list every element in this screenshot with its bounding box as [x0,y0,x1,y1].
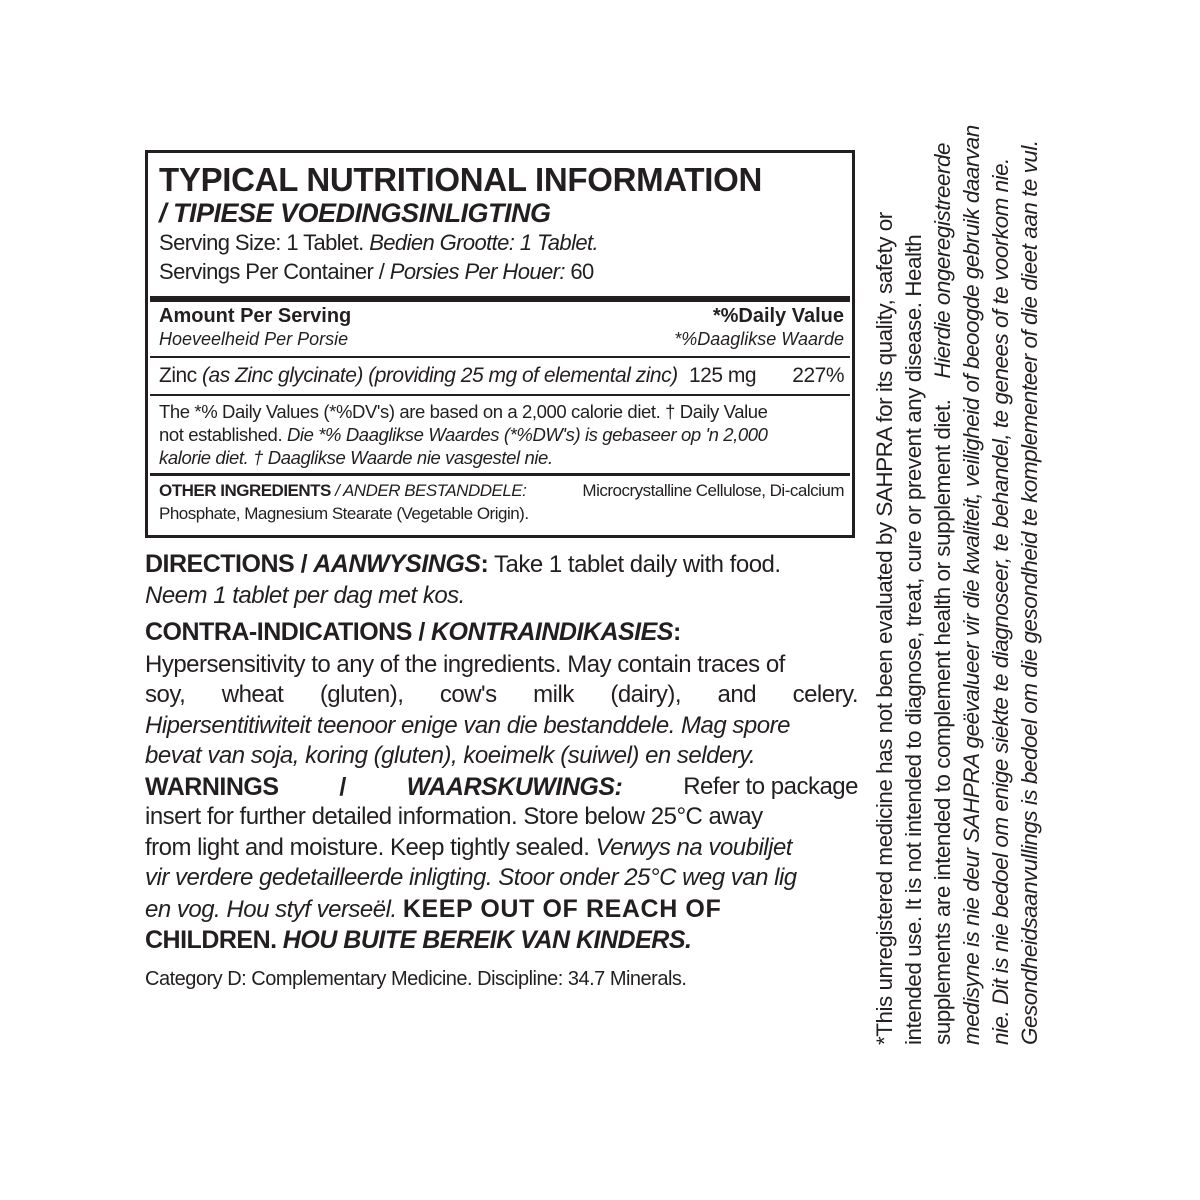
panel-subtitle: / TIPIESE VOEDINGSINLIGTING [159,198,551,228]
disclaimer-text [870,125,1044,1045]
warnings-text-af: Verwys na voubiljet [595,833,792,861]
disclaimer-line: intended use. It is not intended to diagnose, treat, cure or prevent any disease. Health [901,234,926,1045]
dv-note-line: The *% Daily Values (*%DV's) are based on a 2,000 calorie diet. † Daily Value [159,401,768,422]
keep-out-line [145,925,858,957]
keep-out-warning-af: HOU BUITE BEREIK VAN KINDERS. [282,926,692,954]
other-ingredients-list: Microcrystalline Cellulose, Di-calcium [582,481,844,500]
nutrient-daily-value: 227% [792,364,844,387]
contra-indications-heading: CONTRA-INDICATIONS / [145,617,425,646]
directions [145,548,858,581]
servings-af: Porsies Per Houer: [389,259,565,284]
nutrient-detail: (as Zinc glycinate) (providing 25 mg of elemental zinc) [202,364,678,387]
nutrient-amount: 125 mg [689,364,757,387]
contra-word: and [717,681,757,708]
amount-header-row [159,304,844,328]
other-ingredients-line [159,479,844,502]
directions-colon: : [480,550,489,578]
warnings-text-en: from light and moisture. Keep tightly sealed. [145,833,590,861]
other-ingredients-heading: OTHER INGREDIENTS [159,481,331,500]
disclaimer-line [928,143,957,1045]
contra-indications-heading-line [145,615,858,650]
contra-word: wheat [221,681,284,708]
warnings-heading: WARNINGS [145,772,279,801]
nutrient-name [159,361,689,391]
directions-text-af: Neem 1 tablet per dag met kos. [145,582,465,609]
disclaimer-line-af: medisyne is nie deur SAHPRA geëvalueer vir die kwaliteit, veiligheid of beoogde gebruik daarvan [959,125,984,1045]
amount-header-row-af [159,328,844,350]
keep-out-warning-cont: CHILDREN. [145,926,277,954]
dv-note-line [159,423,844,446]
serving-size-en: Serving Size: 1 Tablet. [159,230,364,255]
directions-heading-af: AANWYSINGS [313,550,481,578]
panel-title: TYPICAL NUTRITIONAL INFORMATION [159,161,763,198]
warnings-text: Refer to package [683,772,858,800]
contra-word: (gluten), [319,681,404,708]
servings-en: Servings Per Container / [159,259,385,284]
contra-word: celery. [792,681,858,708]
warnings-slash: / [339,772,346,801]
category-line: Category D: Complementary Medicine. Discipline: 34.7 Minerals. [145,967,687,990]
disclaimer-line-af: nie. Dit is nie bedoel om enige siekte te diagnoseer, te behandel, te genees of te voorkom nie. [988,158,1013,1045]
nutrient-row [159,361,844,391]
disclaimer-text-en: supplements are intended to complement health or supplement diet. [930,399,955,1045]
disclaimer-line-af: Gesondheidsaanvullings is bedoel om die gesondheid te komplementeer of die dieet aan te vul. [1017,140,1042,1045]
contra-word: soy, [145,681,186,708]
warnings-line [145,772,858,803]
disclaimer [870,125,1044,1045]
label-text [145,548,858,993]
dv-note-af-start: Die *% Daaglikse Waardes (*%DW's) is gebaseer op 'n 2,000 [286,424,768,445]
daily-value-note [159,400,844,469]
contra-word: (dairy), [610,681,681,708]
warnings-line [145,833,858,864]
contra-indications-colon: : [672,617,681,646]
warnings-line-af: vir verdere gedetailleerde inligting. Stoor onder 25°C weg van lig [145,864,797,891]
disclaimer-line: *This unregistered medicine has not been evaluated by SAHPRA for its quality, safety or [872,212,897,1045]
dv-note-en-end: not established. [159,424,283,445]
directions-text: Take 1 tablet daily with food. [494,551,781,578]
amount-per-serving-label: Amount Per Serving [159,305,352,327]
nutrition-panel [145,150,855,538]
dv-note-af-end: kalorie diet. † Daaglikse Waarde nie vasgestel nie. [159,447,553,468]
divider [150,394,850,396]
serving-size [159,228,844,257]
keep-out-line [145,894,858,926]
other-ingredients-heading-af: / ANDER BESTANDDELE: [335,481,527,500]
thick-divider [150,296,850,302]
nutrient-label: Zinc [159,364,197,387]
serving-size-af: Bedien Grootte: 1 Tablet. [369,230,599,255]
keep-out-warning: KEEP OUT OF REACH OF [402,894,722,923]
warnings-heading-af: WAARSKUWINGS: [406,772,623,801]
contra-word: milk [533,681,574,708]
divider [150,473,850,476]
amount-per-serving-label-af: Hoeveelheid Per Porsie [159,329,349,349]
contra-indications-line-af: bevat van soja, koring (gluten), koeimelk (suiwel) en seldery. [145,742,756,769]
other-ingredients-list-cont: Phosphate, Magnesium Stearate (Vegetable Origin). [159,504,529,523]
servings-value: 60 [570,259,594,284]
directions-heading: DIRECTIONS / [145,550,308,578]
contra-indications-heading-af: KONTRAINDIKASIES [430,617,673,646]
daily-value-label-af: *%Daaglikse Waarde [674,329,844,349]
divider [150,356,850,358]
disclaimer-text-af: Hierdie ongeregistreerde [930,143,955,379]
contra-indications-line-af: Hipersentitiwiteit teenoor enige van die bestanddele. Mag spore [145,711,790,739]
contra-indications-line: Hypersensitivity to any of the ingredients. May contain traces of [145,650,785,678]
contra-word: cow's [439,681,497,708]
servings-per-container [159,257,844,286]
contra-indications-line [145,680,858,711]
warnings-text-af: en vog. Hou styf verseël. [145,895,397,923]
warnings-line: insert for further detailed information. Store below 25°C away [145,803,763,830]
other-ingredients [159,479,844,525]
daily-value-label: *%Daily Value [712,305,844,327]
